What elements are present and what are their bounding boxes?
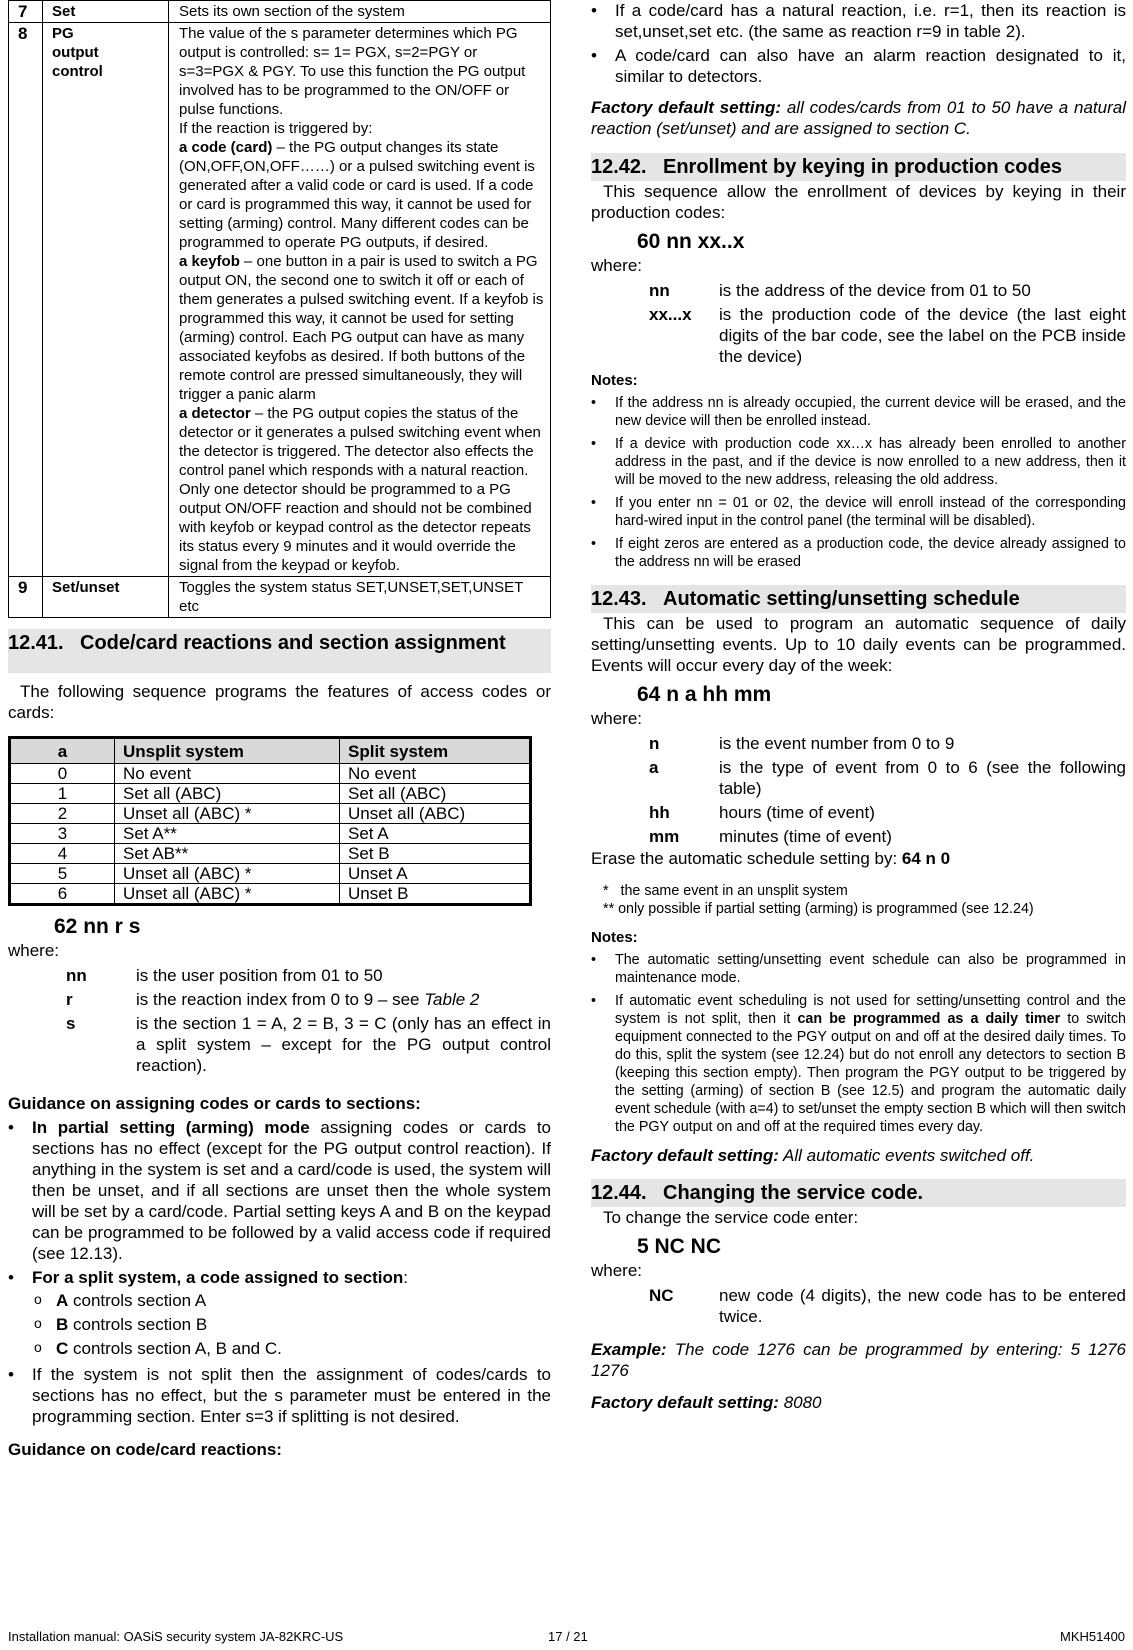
- notes-list: [591, 394, 1126, 571]
- desc-term: a detector: [179, 405, 251, 422]
- unsplit-value: Set A**: [115, 824, 340, 844]
- intro-paragraph: This sequence allow the enrollment of devices by keying in their production codes:: [591, 182, 1126, 222]
- def-key: s: [66, 1014, 76, 1033]
- reaction-index: 2: [10, 804, 115, 824]
- unsplit-value: Set AB**: [115, 844, 340, 864]
- split-value: Unset B: [340, 884, 531, 905]
- note-text: to switch equipment connected to the PGY output on and off at the desired daily times. To do this, split the system (see 12.24) but do not enroll any detectors to section B (keeping this section empty). Then program the PGY output to be triggered by the setting (arming) of section B (see 12.5) and program the automatic daily event schedule (with a=4) to set/unset the empty section B which will then switch the PGY output on and off at the required times every day.: [615, 1011, 1126, 1135]
- definition-item: [8, 989, 551, 1010]
- bullet-text: :: [403, 1268, 409, 1287]
- desc-term: a code (card): [179, 139, 273, 156]
- erase-instruction: [591, 849, 1126, 868]
- desc-para: [179, 404, 544, 575]
- def-key: hh: [649, 803, 670, 822]
- bullet-text: assigning codes or cards to sections has no effect (except for the PG output control reaction). If anything in the system is set and a card/code is used, the system will then be unset, and if all sections are unset then the whole system will be set by a card/code. Partial setting keys A and B on the keypad can be programmed to be followed by a valid access code if required (see 12.13).: [32, 1118, 551, 1263]
- reaction-index: 1: [10, 784, 115, 804]
- section-heading-1241: [8, 629, 551, 673]
- desc-term: a keyfob: [179, 253, 240, 270]
- bullet-bold: In partial setting (arming) mode: [32, 1118, 310, 1137]
- table-row: [10, 784, 531, 804]
- notes-title: Notes:: [591, 372, 638, 389]
- desc-para: If the reaction is triggered by:: [179, 120, 373, 137]
- section-heading-1243: [591, 585, 1126, 613]
- intro-paragraph: To change the service code enter:: [603, 1208, 859, 1227]
- definition-item: [591, 1285, 1126, 1327]
- definition-list: [591, 733, 1126, 847]
- definition-item: [8, 1013, 551, 1076]
- right-column: [591, 0, 1126, 1412]
- def-key: NC: [649, 1286, 674, 1305]
- table-row: [9, 577, 551, 618]
- row-desc: Toggles the system status SET,UNSET,SET,UNSET etc: [169, 577, 551, 618]
- list-item: [8, 1267, 551, 1359]
- row-desc: Sets its own section of the system: [169, 1, 551, 23]
- factory-default: [591, 97, 1126, 139]
- note-item: • If the address nn is already occupied, the current device will be erased, and the new device will then be enrolled instead.: [591, 394, 1126, 430]
- def-value: is the section 1 = A, 2 = B, 3 = C (only has an effect in a split system – except for the PG output control reaction).: [136, 1014, 551, 1075]
- factory-default-text: 8080: [778, 1393, 822, 1412]
- erase-text: Erase the automatic schedule setting by:: [591, 849, 902, 868]
- reaction-index: 5: [10, 864, 115, 884]
- column-header: a: [10, 738, 115, 764]
- command-code: 60 nn xx..x: [637, 230, 745, 253]
- definition-item: [591, 304, 1126, 367]
- page-number: 17 / 21: [548, 1629, 588, 1644]
- def-value: is the address of the device from 01 to 50: [719, 281, 1031, 300]
- where-label: where:: [591, 1261, 643, 1280]
- def-value: is the production code of the device (the last eight digits of the bar code, see the label on the PCB inside the device): [719, 305, 1126, 366]
- erase-command: 64 n 0: [901, 849, 951, 868]
- footer-left: Installation manual: OASiS security system JA-82KRC-US: [8, 1629, 344, 1644]
- row-name: [43, 23, 169, 577]
- sub-text: controls section B: [68, 1315, 208, 1334]
- sub-item: [8, 1290, 551, 1311]
- desc-text: – the PG output copies the status of the detector or it generates a pulsed switching event when the detector is triggered. The detector also effects the control panel which responds with a natural reaction. Only one detector should be programmed to a PG output ON/OFF reaction and should not be combined with keyfob or keypad control as the detector repeats its status every 9 minutes and it would override the signal from the keypad or keyfob.: [179, 405, 541, 574]
- row-name: Set/unset: [43, 577, 169, 618]
- where-label: where:: [591, 709, 643, 728]
- reaction-index: 4: [10, 844, 115, 864]
- definition-list: [591, 280, 1126, 367]
- notes-list: [591, 951, 1126, 1136]
- definition-item: [591, 757, 1126, 799]
- factory-default-label: Factory default setting:: [591, 1393, 779, 1412]
- footnote: * the same event in an unsplit system: [603, 883, 848, 899]
- unsplit-value: No event: [115, 764, 340, 784]
- footnote: ** only possible if partial setting (arming) is programmed (see 12.24): [603, 901, 1034, 917]
- table-row: [10, 764, 531, 784]
- row-number: 9: [9, 577, 43, 618]
- def-value: [136, 989, 551, 1010]
- document-code: MKH51400: [1060, 1629, 1126, 1644]
- note-item: • The automatic setting/unsetting event schedule can also be programmed in maintenance mode.: [591, 951, 1126, 987]
- factory-default-text: All automatic events switched off.: [778, 1146, 1035, 1165]
- desc-para: The value of the s parameter determines which PG output is controlled: s= 1= PGX, s=2=PGY or s=3=PGX & PGY. To use this function the PG output involved has to be programmed to the ON/OFF or pulse functions.: [179, 25, 526, 118]
- note-item: • If eight zeros are entered as a production code, the device already assigned to the address nn will be erased: [591, 535, 1126, 571]
- row-name-text: PG output control: [52, 25, 103, 80]
- definition-item: [591, 733, 1126, 754]
- split-value: Set B: [340, 844, 531, 864]
- list-item: [8, 1117, 551, 1264]
- list-item: • If the system is not split then the assignment of codes/cards to sections has no effect, but the s parameter must be entered in the programming section. Enter s=3 if splitting is not desired.: [8, 1364, 551, 1427]
- def-key: nn: [649, 281, 670, 300]
- guidance-title: Guidance on code/card reactions:: [8, 1440, 282, 1459]
- sub-text: controls section A: [68, 1291, 207, 1310]
- section-title: Enrollment by keying in production codes: [663, 156, 1062, 178]
- column-header: Unsplit system: [115, 738, 340, 764]
- factory-default: [591, 1146, 1126, 1165]
- section-title: Changing the service code.: [663, 1182, 924, 1204]
- factory-default: [591, 1393, 1126, 1412]
- unsplit-value: Set all (ABC): [115, 784, 340, 804]
- row-number: 8: [9, 23, 43, 577]
- command-code: 62 nn r s: [54, 915, 141, 938]
- sub-text: controls section A, B and C.: [68, 1339, 282, 1358]
- def-key: a: [649, 758, 659, 777]
- reaction-index: 3: [10, 824, 115, 844]
- sub-key: A: [56, 1291, 69, 1310]
- table-row: [10, 844, 531, 864]
- desc-text: – the PG output changes its state (ON,OFF,ON,OFF……) or a pulsed switching event is generated after a valid code or card is used. If a code or card is programmed this way, it cannot be used for setting (arming) control. Many different codes can be programmed to operate PG outputs, if desired.: [179, 139, 535, 251]
- reaction-table: [8, 736, 532, 906]
- table-row: [9, 1, 551, 23]
- desc-text: – one button in a pair is used to switch a PG output ON, the second one to switch it off or each of them generates a pulsed switching event. If a keyfob is programmed this way, it cannot be used for setting (arming) control. Each PG output can have as many associated keyfobs as desired. If both buttons of the remote control are pressed simultaneously, they will trigger a panic alarm: [179, 253, 544, 403]
- example-label: Example:: [591, 1340, 667, 1359]
- def-key: r: [66, 990, 73, 1009]
- def-value: hours (time of event): [719, 803, 875, 822]
- table-row: [10, 884, 531, 905]
- def-value: minutes (time of event): [719, 827, 892, 846]
- command-code: 5 NC NC: [637, 1235, 722, 1258]
- reaction-table-continued: [8, 0, 551, 618]
- unsplit-value: Unset all (ABC) *: [115, 864, 340, 884]
- def-value: new code (4 digits), the new code has to be entered twice.: [719, 1286, 1126, 1326]
- bullet-bold: For a split system, a code assigned to section: [32, 1268, 404, 1287]
- reaction-notes-list: [591, 0, 1126, 87]
- list-item: • A code/card can also have an alarm reaction designated to it, similar to detectors.: [591, 45, 1126, 87]
- reaction-index: 0: [10, 764, 115, 784]
- sub-item: [8, 1314, 551, 1335]
- definition-item: [8, 965, 551, 986]
- note-text: If automatic event scheduling is not used for setting/unsetting control and the system is not split, then it: [615, 993, 1126, 1027]
- where-label: where:: [591, 256, 643, 275]
- desc-para: [179, 252, 544, 404]
- split-value: Unset A: [340, 864, 531, 884]
- factory-default-label: Factory default setting:: [591, 1146, 779, 1165]
- def-key: mm: [649, 827, 680, 846]
- definition-item: [591, 280, 1126, 301]
- row-number: 7: [9, 1, 43, 23]
- sub-key: C: [56, 1339, 69, 1358]
- section-heading-1242: [591, 153, 1126, 181]
- table-reference: Table 2: [424, 990, 480, 1009]
- def-key: n: [649, 734, 660, 753]
- table-row: [10, 864, 531, 884]
- example-text: The code 1276 can be programmed by entering: 5 1276 1276: [591, 1340, 1126, 1380]
- unsplit-value: Unset all (ABC) *: [115, 804, 340, 824]
- section-heading-1244: [591, 1179, 1126, 1207]
- table-row: [9, 23, 551, 577]
- sub-item: [8, 1338, 551, 1359]
- column-header: Split system: [340, 738, 531, 764]
- definition-list: [8, 965, 551, 1076]
- desc-para: [179, 138, 544, 252]
- example: [591, 1339, 1126, 1381]
- def-value: is the event number from 0 to 9: [719, 734, 955, 753]
- split-value: Set all (ABC): [340, 784, 531, 804]
- table-header-row: [10, 738, 531, 764]
- guidance-list: [8, 1117, 551, 1427]
- note-item: • If you enter nn = 01 or 02, the device will enroll instead of the corresponding hard-wired input in the control panel (the terminal will be disabled).: [591, 494, 1126, 530]
- sub-key: B: [56, 1315, 69, 1334]
- definition-item: [591, 802, 1126, 823]
- where-label: where:: [8, 941, 60, 960]
- section-number: 12.44.: [591, 1182, 647, 1204]
- row-name: Set: [43, 1, 169, 23]
- split-value: Set A: [340, 824, 531, 844]
- command-code: 64 n a hh mm: [637, 683, 772, 706]
- list-item: • If a code/card has a natural reaction, i.e. r=1, then its reaction is set,unset,set etc. (the same as reaction r=9 in table 2).: [591, 0, 1126, 42]
- intro-paragraph: This can be used to program an automatic sequence of daily setting/unsetting events. Up to 10 daily events can be programmed. Events will occur every day of the week:: [591, 614, 1126, 675]
- def-key: xx...x: [649, 305, 692, 324]
- factory-default-label: Factory default setting:: [591, 98, 782, 117]
- note-item: [591, 992, 1126, 1136]
- def-text: is the reaction index from 0 to 9 – see: [136, 990, 425, 1009]
- section-number: 12.41.: [8, 632, 64, 654]
- row-desc: [169, 23, 551, 577]
- split-value: No event: [340, 764, 531, 784]
- table-row: [10, 824, 531, 844]
- section-number: 12.42.: [591, 156, 647, 178]
- split-value: Unset all (ABC): [340, 804, 531, 824]
- section-title: Code/card reactions and section assignment: [80, 632, 506, 654]
- guidance-title: Guidance on assigning codes or cards to sections:: [8, 1094, 421, 1113]
- definition-list: [591, 1285, 1126, 1327]
- note-bold: can be programmed as a daily timer: [797, 1011, 1061, 1027]
- section-number: 12.43.: [591, 588, 647, 610]
- note-item: • If a device with production code xx…x has already been enrolled to another address in the past, and if the device is now enrolled to a new address, then it will be moved to the new address, releasing the old address.: [591, 435, 1126, 489]
- def-value: is the user position from 01 to 50: [136, 966, 383, 985]
- notes-title: Notes:: [591, 929, 638, 946]
- intro-paragraph: The following sequence programs the features of access codes or cards:: [8, 682, 551, 722]
- reaction-index: 6: [10, 884, 115, 905]
- section-title: Automatic setting/unsetting schedule: [663, 588, 1020, 610]
- def-value: is the type of event from 0 to 6 (see the following table): [719, 758, 1126, 798]
- factory-default-text: all codes/cards from 01 to 50 have a natural reaction (set/unset) and are assigned to section C.: [591, 98, 1127, 138]
- def-key: nn: [66, 966, 87, 985]
- definition-item: [591, 826, 1126, 847]
- unsplit-value: Unset all (ABC) *: [115, 884, 340, 905]
- sub-list: [8, 1290, 551, 1359]
- table-row: [10, 804, 531, 824]
- left-column: [8, 0, 551, 1459]
